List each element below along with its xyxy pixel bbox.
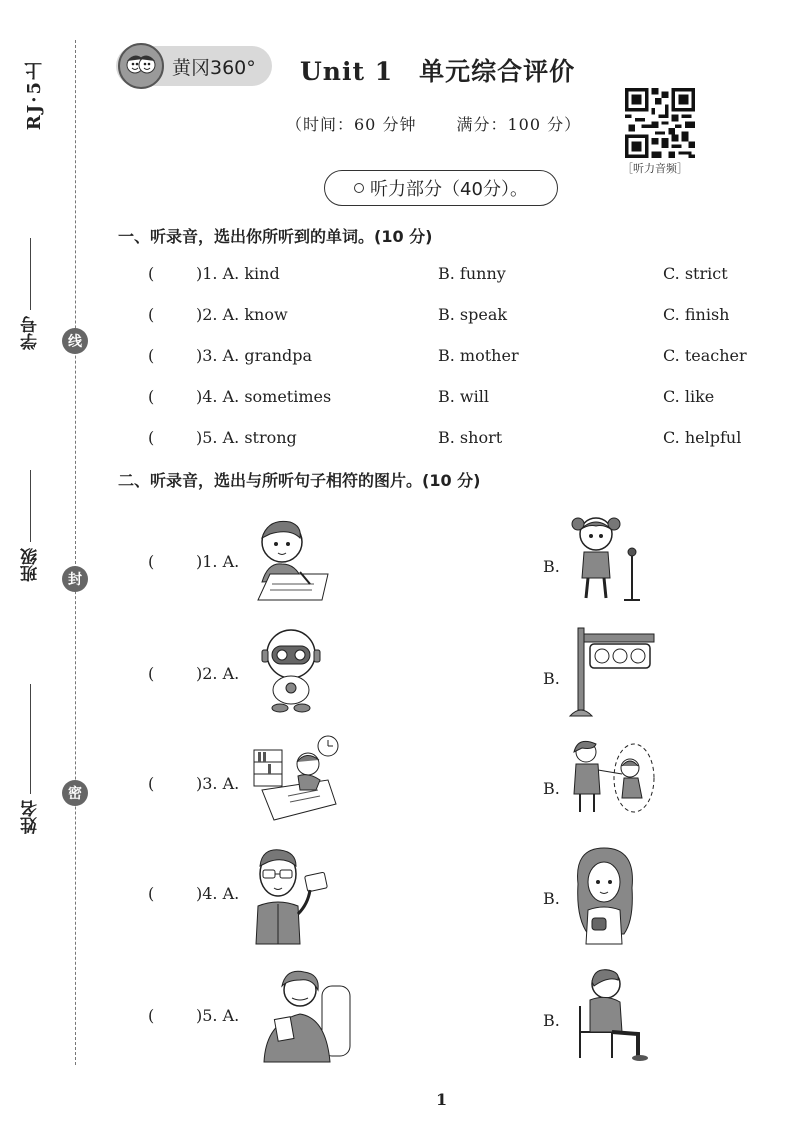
option-a: )1. A. kind — [196, 264, 280, 283]
answer-blank[interactable]: ( — [148, 346, 155, 365]
traffic-light-icon[interactable] — [568, 624, 658, 719]
student-id-field[interactable] — [18, 238, 43, 350]
answer-blank[interactable]: ( — [148, 664, 155, 683]
option-b-label: B. — [543, 779, 560, 798]
option-b-label: B. — [543, 557, 560, 576]
option-b: B. speak — [438, 305, 508, 324]
robot-icon[interactable] — [256, 624, 326, 714]
option-b-label: B. — [543, 669, 560, 688]
name-field[interactable] — [18, 684, 43, 834]
grandma-reading-icon[interactable] — [256, 966, 356, 1066]
answer-blank[interactable]: ( — [148, 428, 155, 447]
option-b: B. will — [438, 387, 489, 406]
answer-blank[interactable]: ( — [148, 552, 155, 571]
exam-info — [286, 112, 621, 135]
q1-item-2 — [148, 305, 748, 329]
option-a: )4. A. sometimes — [196, 387, 332, 406]
option-c: C. like — [663, 387, 715, 406]
option-c: C. helpful — [663, 428, 742, 447]
answer-blank[interactable]: ( — [148, 884, 155, 903]
q1-item-3 — [148, 346, 748, 370]
q2-item-5 — [148, 966, 748, 1076]
q2-item-3 — [148, 734, 748, 844]
mother-child-icon[interactable] — [568, 734, 658, 819]
class-label: 班级 — [21, 548, 41, 582]
qr-code-icon[interactable] — [625, 88, 695, 158]
option-b: B. mother — [438, 346, 519, 365]
full-score: 满分：100 分） — [456, 115, 582, 134]
option-a-label: )2. A. — [196, 664, 240, 683]
cut-line — [75, 40, 76, 1065]
option-c: C. strict — [663, 264, 728, 283]
class-field[interactable] — [18, 470, 43, 582]
q2-item-2 — [148, 624, 748, 734]
q1-item-5 — [148, 428, 748, 452]
name-label: 姓名 — [21, 800, 41, 834]
listening-section-banner — [324, 170, 558, 206]
option-b-label: B. — [543, 889, 560, 908]
option-b: B. funny — [438, 264, 506, 283]
answer-blank[interactable]: ( — [148, 774, 155, 793]
q2-item-4 — [148, 844, 748, 954]
q1-item-4 — [148, 387, 748, 411]
seal-seal: 封 — [62, 566, 88, 592]
page-title: Unit 1 单元综合评价 — [300, 57, 576, 86]
option-a: )5. A. strong — [196, 428, 297, 447]
answer-blank[interactable]: ( — [148, 1006, 155, 1025]
question-1-heading: 一、听录音，选出你所听到的单词。(10 分) — [118, 227, 433, 246]
option-b-label: B. — [543, 1011, 560, 1030]
answer-blank[interactable]: ( — [148, 387, 155, 406]
answer-blank[interactable]: ( — [148, 264, 155, 283]
series-code: RJ·5上 — [24, 60, 45, 131]
option-c: C. finish — [663, 305, 730, 324]
option-b: B. short — [438, 428, 503, 447]
option-a: )2. A. know — [196, 305, 288, 324]
time-limit: （时间：60 分钟 — [286, 115, 417, 134]
girl-singing-icon[interactable] — [568, 512, 648, 607]
option-a-label: )4. A. — [196, 884, 240, 903]
student-id-label: 学号 — [21, 316, 41, 350]
option-a: )3. A. grandpa — [196, 346, 313, 365]
option-c: C. teacher — [663, 346, 747, 365]
q1-item-1 — [148, 264, 748, 288]
answer-blank[interactable]: ( — [148, 305, 155, 324]
binding-margin — [0, 0, 100, 1124]
option-a-label: )3. A. — [196, 774, 240, 793]
secret-seal: 密 — [62, 780, 88, 806]
option-a-label: )5. A. — [196, 1006, 240, 1025]
brand-badge — [116, 46, 272, 86]
boy-writing-icon[interactable] — [240, 512, 335, 607]
bullet-icon — [354, 183, 364, 193]
grandpa-chair-icon[interactable] — [572, 966, 652, 1066]
page-number: 1 — [436, 1090, 448, 1109]
kids-logo-icon — [118, 43, 164, 89]
q2-item-1 — [148, 512, 748, 622]
qr-label: ［听力音频］ — [622, 162, 688, 175]
question-2-heading: 二、听录音，选出与所听句子相符的图片。(10 分) — [118, 471, 481, 490]
woman-long-hair-icon[interactable] — [568, 844, 643, 949]
section-label: 听力部分（40分）。 — [370, 179, 528, 200]
man-glasses-icon[interactable] — [244, 844, 336, 949]
line-seal: 线 — [62, 328, 88, 354]
brand-text: 黄冈360° — [172, 56, 256, 79]
option-a-label: )1. A. — [196, 552, 240, 571]
boy-homework-icon[interactable] — [248, 734, 343, 824]
